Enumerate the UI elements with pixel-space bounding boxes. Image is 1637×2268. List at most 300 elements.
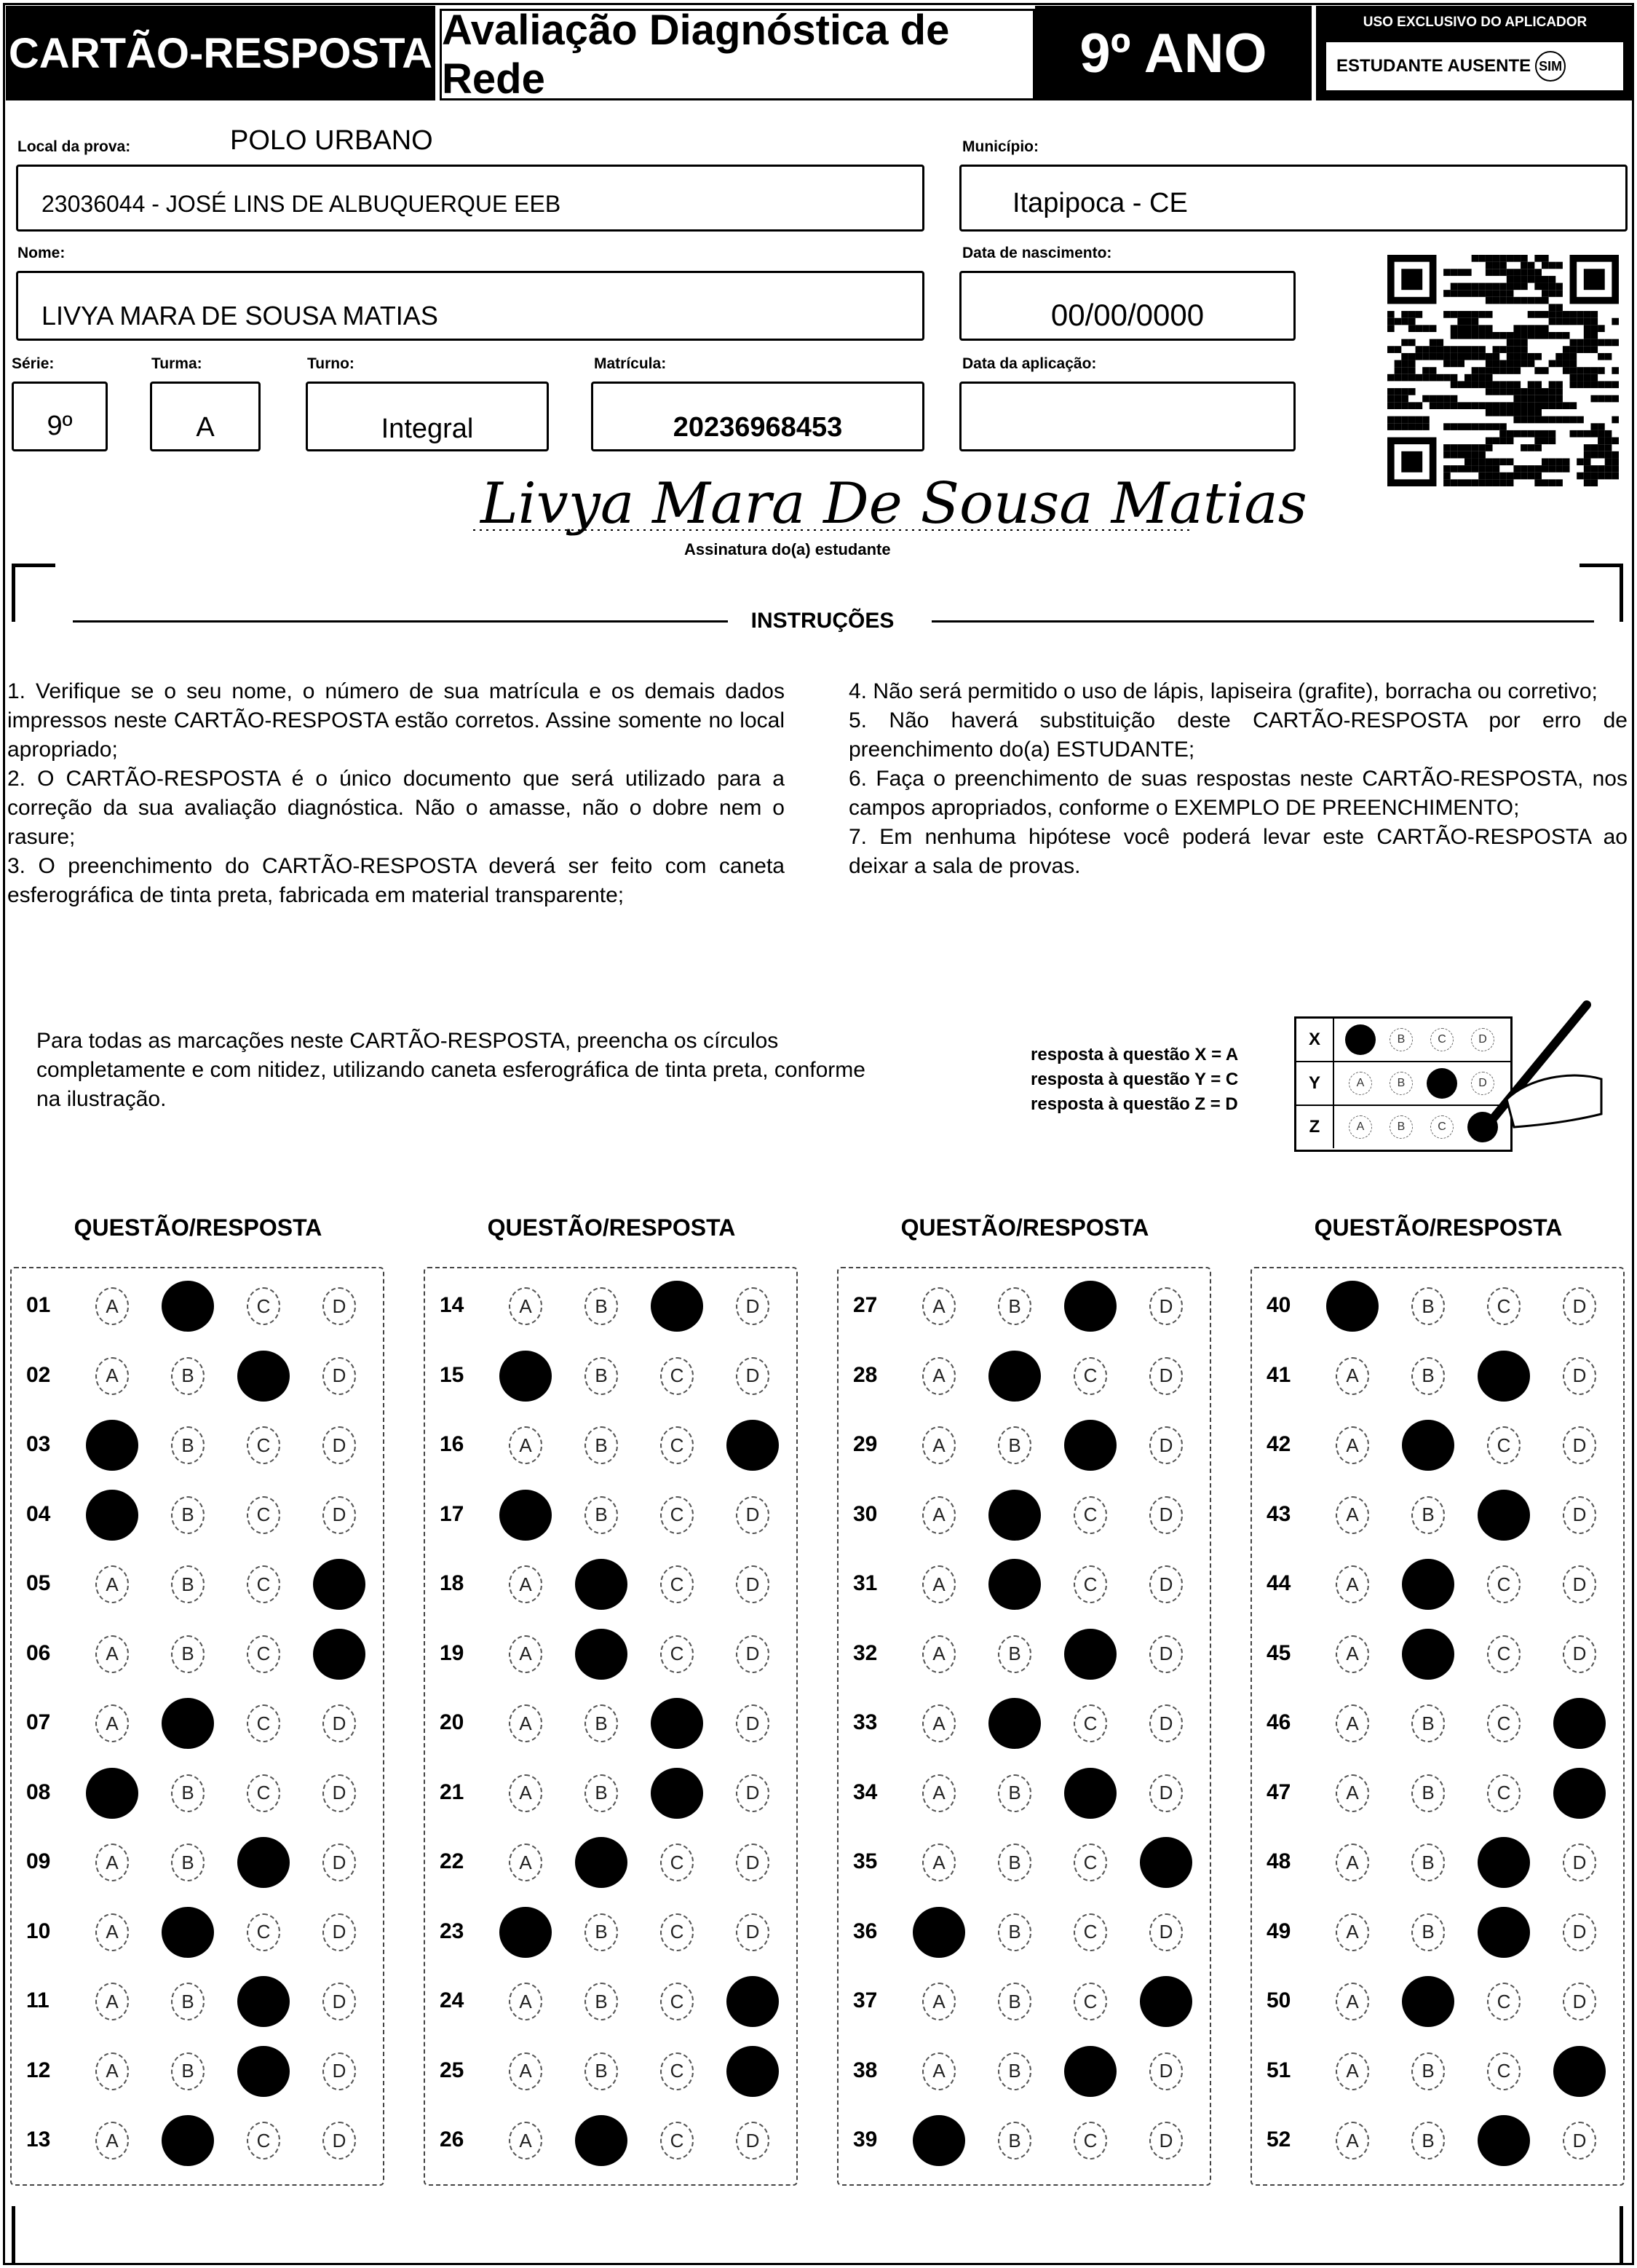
question-number: 23 [440, 1919, 464, 1943]
answer-bubble-b[interactable] [162, 1698, 214, 1749]
answer-bubble-d[interactable]: D [322, 1844, 356, 1881]
answer-bubble-d[interactable]: D [1149, 1774, 1183, 1812]
answer-bubble-c[interactable] [237, 2046, 290, 2097]
answer-bubble-a[interactable]: A [1336, 1565, 1369, 1603]
answer-bubble-b[interactable] [1402, 1629, 1454, 1680]
answer-bubble-c[interactable] [1064, 1281, 1117, 1332]
answer-bubble-b[interactable]: B [171, 1844, 205, 1881]
answer-bubble-d[interactable]: D [1149, 1496, 1183, 1534]
qr-code [1387, 255, 1619, 486]
example-bubble-a: A [1349, 1115, 1372, 1139]
answer-bubble-d[interactable]: D [1563, 1287, 1596, 1325]
answer-bubble-b[interactable] [988, 1559, 1041, 1610]
answer-bubble-c[interactable] [1478, 1837, 1530, 1888]
matricula-field [591, 382, 924, 451]
answer-bubble-d[interactable]: D [1149, 2052, 1183, 2090]
answer-bubble-a[interactable] [86, 1420, 138, 1471]
answer-bubble-d[interactable]: D [1149, 1426, 1183, 1464]
answer-bubble-b[interactable] [988, 1351, 1041, 1402]
example-bubble-c: C [1430, 1115, 1454, 1139]
answer-bubble-a[interactable]: A [509, 1565, 542, 1603]
answer-bubble-c[interactable]: C [247, 1287, 280, 1325]
answer-bubble-d[interactable] [1140, 1976, 1192, 2027]
answer-bubble-b[interactable] [1402, 1559, 1454, 1610]
example-row-label: X [1296, 1019, 1334, 1061]
answer-bubble-a[interactable]: A [922, 1983, 956, 2020]
question-number: 04 [26, 1501, 51, 1526]
answer-bubble-b[interactable]: B [1411, 2122, 1445, 2160]
answer-bubble-c[interactable]: C [247, 1635, 280, 1673]
signature-label: Assinatura do(a) estudante [684, 540, 891, 558]
answer-bubble-c[interactable]: C [247, 1426, 280, 1464]
answer-bubble-c[interactable] [1478, 1907, 1530, 1958]
answer-bubble-a[interactable]: A [95, 2052, 129, 2090]
answer-bubble-b[interactable]: B [998, 2122, 1031, 2160]
school-value: 23036044 - JOSÉ LINS DE ALBUQUERQUE EEB [41, 191, 561, 217]
answer-bubble-c[interactable] [1064, 2046, 1117, 2097]
instructions-rule-left [73, 620, 728, 623]
frame-corner-bl [12, 2206, 19, 2264]
pen-illustration [1463, 997, 1609, 1150]
instruction-item: 5. Não haverá substituição deste CARTÃO-RESPOSTA por erro de preenchimento do(a) ESTUDANTE; [849, 708, 1628, 762]
answer-bubble-d[interactable]: D [1149, 1565, 1183, 1603]
answer-bubble-b[interactable] [575, 1629, 627, 1680]
answer-bubble-a[interactable]: A [1336, 1426, 1369, 1464]
applicator-title: USO EXCLUSIVO DO APLICADOR [1363, 15, 1588, 30]
school-field [16, 165, 924, 232]
answer-bubble-a[interactable]: A [509, 2052, 542, 2090]
answer-bubble-b[interactable]: B [998, 2052, 1031, 2090]
answer-bubble-b[interactable] [162, 1907, 214, 1958]
answer-bubble-a[interactable]: A [509, 1426, 542, 1464]
example-legend [1031, 1043, 1238, 1117]
absent-label: ESTUDANTE AUSENTE [1336, 56, 1531, 76]
answer-bubble-b[interactable] [988, 1698, 1041, 1749]
turno-value: Integral [381, 414, 474, 444]
question-number: 46 [1267, 1710, 1291, 1734]
answer-bubble-b[interactable]: B [171, 1357, 205, 1395]
answer-bubble-b[interactable]: B [584, 2052, 618, 2090]
answer-bubble-c[interactable]: C [1074, 1844, 1107, 1881]
answer-bubble-b[interactable]: B [1411, 1704, 1445, 1742]
question-number: 31 [853, 1571, 878, 1595]
answer-bubble-b[interactable] [575, 2115, 627, 2166]
turma-field [150, 382, 261, 451]
answer-bubble-b[interactable]: B [998, 1287, 1031, 1325]
answer-bubble-c[interactable]: C [660, 2122, 694, 2160]
answer-bubble-d[interactable] [1553, 1698, 1606, 1749]
answer-bubble-d[interactable]: D [1563, 2122, 1596, 2160]
question-number: 27 [853, 1293, 878, 1317]
question-number: 02 [26, 1362, 51, 1387]
answer-bubble-a[interactable]: A [1336, 1913, 1369, 1951]
answer-bubble-c[interactable] [1478, 1490, 1530, 1541]
answer-bubble-d[interactable] [1553, 2046, 1606, 2097]
question-number: 50 [1267, 1988, 1291, 2012]
question-number: 15 [440, 1362, 464, 1387]
answer-bubble-d[interactable]: D [736, 2122, 769, 2160]
answer-bubble-a[interactable] [86, 1768, 138, 1819]
answer-bubble-d[interactable]: D [1149, 1357, 1183, 1395]
answer-bubble-a[interactable]: A [509, 1287, 542, 1325]
answer-bubble-a[interactable]: A [1336, 1844, 1369, 1881]
answer-bubble-c[interactable] [651, 1768, 703, 1819]
answer-bubble-a[interactable]: A [509, 1635, 542, 1673]
answer-bubble-a[interactable]: A [922, 1287, 956, 1325]
answer-bubble-d[interactable]: D [736, 1844, 769, 1881]
answer-bubble-c[interactable] [1064, 1420, 1117, 1471]
answer-bubble-a[interactable]: A [1336, 1774, 1369, 1812]
answer-bubble-a[interactable] [1326, 1281, 1379, 1332]
answer-bubble-d[interactable]: D [322, 1983, 356, 2020]
answer-bubble-b[interactable]: B [171, 1496, 205, 1534]
answer-bubble-d[interactable]: D [1563, 1565, 1596, 1603]
answer-bubble-c[interactable]: C [1074, 1913, 1107, 1951]
answer-bubble-d[interactable]: D [736, 1635, 769, 1673]
question-number: 13 [26, 2127, 51, 2152]
answer-bubble-a[interactable]: A [95, 1983, 129, 2020]
local-label: Local da prova: [17, 138, 131, 155]
answer-bubble-c[interactable]: C [247, 1774, 280, 1812]
answer-bubble-a[interactable]: A [922, 1635, 956, 1673]
question-number: 38 [853, 2058, 878, 2082]
answer-bubble-d[interactable]: D [1149, 1635, 1183, 1673]
answer-bubble-d[interactable]: D [322, 1357, 356, 1395]
instruction-item: 7. Em nenhuma hipótese você poderá levar este CARTÃO-RESPOSTA ao deixar a sala de provas. [849, 825, 1628, 878]
municipio-label: Município: [962, 138, 1039, 155]
answers-column-header: QUESTÃO/RESPOSTA [487, 1214, 736, 1241]
turma-value: A [196, 412, 215, 443]
answer-bubble-a[interactable]: A [95, 1565, 129, 1603]
answer-bubble-c[interactable]: C [660, 1635, 694, 1673]
answer-bubble-a[interactable] [913, 2115, 965, 2166]
answer-bubble-c[interactable]: C [247, 1913, 280, 1951]
pen-icon [1463, 997, 1609, 1150]
example-line: resposta à questão Y = C [1031, 1070, 1239, 1089]
answer-bubble-c[interactable]: C [1487, 1565, 1521, 1603]
example-line: resposta à questão Z = D [1031, 1094, 1238, 1114]
answer-bubble-a[interactable]: A [922, 1774, 956, 1812]
answer-bubble-b[interactable]: B [584, 1357, 618, 1395]
qr-code-image [1387, 255, 1619, 486]
answer-bubble-d[interactable]: D [736, 1357, 769, 1395]
answer-bubble-a[interactable] [499, 1907, 552, 1958]
absent-bubble[interactable]: SIM [1535, 51, 1566, 82]
answer-bubble-c[interactable] [651, 1698, 703, 1749]
answer-bubble-b[interactable]: B [171, 1774, 205, 1812]
answer-bubble-d[interactable] [726, 2046, 779, 2097]
answer-bubble-a[interactable]: A [922, 1357, 956, 1395]
answer-bubble-c[interactable]: C [247, 2122, 280, 2160]
example-bubble-d: D [1471, 1072, 1494, 1095]
answer-bubble-d[interactable]: D [1563, 1913, 1596, 1951]
question-number: 17 [440, 1501, 464, 1526]
answer-bubble-c[interactable]: C [1487, 1287, 1521, 1325]
nome-label: Nome: [17, 245, 66, 261]
answer-bubble-b[interactable]: B [998, 1844, 1031, 1881]
applicator-box [1316, 6, 1634, 100]
answer-bubble-c[interactable]: C [1487, 1635, 1521, 1673]
question-number: 47 [1267, 1779, 1291, 1804]
answer-bubble-d[interactable]: D [1149, 2122, 1183, 2160]
answer-bubble-b[interactable]: B [171, 1983, 205, 2020]
question-number: 21 [440, 1779, 464, 1804]
answer-bubble-b[interactable]: B [584, 1287, 618, 1325]
question-number: 33 [853, 1710, 878, 1734]
answer-bubble-b[interactable]: B [171, 2052, 205, 2090]
answer-bubble-a[interactable] [913, 1907, 965, 1958]
question-number: 36 [853, 1919, 878, 1943]
answer-bubble-c[interactable]: C [247, 1565, 280, 1603]
question-number: 32 [853, 1640, 878, 1665]
answer-bubble-c[interactable]: C [660, 1426, 694, 1464]
matricula-value: 20236968453 [673, 412, 843, 443]
answer-bubble-d[interactable]: D [322, 2052, 356, 2090]
answer-bubble-a[interactable] [86, 1490, 138, 1541]
question-number: 10 [26, 1919, 51, 1943]
question-number: 05 [26, 1571, 51, 1595]
answer-bubble-b[interactable]: B [998, 1426, 1031, 1464]
answer-bubble-b[interactable]: B [171, 1426, 205, 1464]
example-line: resposta à questão X = A [1031, 1045, 1239, 1064]
answer-bubble-d[interactable]: D [1563, 1844, 1596, 1881]
matricula-label: Matrícula: [594, 355, 667, 372]
answer-bubble-d[interactable] [313, 1629, 365, 1680]
answer-bubble-a[interactable]: A [1336, 1704, 1369, 1742]
instructions-rule-right [932, 620, 1594, 623]
question-number: 29 [853, 1432, 878, 1456]
answer-bubble-d[interactable]: D [322, 1287, 356, 1325]
question-number: 08 [26, 1779, 51, 1804]
answer-bubble-d[interactable]: D [322, 1704, 356, 1742]
answer-bubble-b[interactable]: B [1411, 1287, 1445, 1325]
answer-bubble-a[interactable]: A [922, 1704, 956, 1742]
municipio-field [959, 165, 1628, 232]
answer-bubble-b[interactable]: B [1411, 2052, 1445, 2090]
answer-bubble-c[interactable]: C [660, 1357, 694, 1395]
signature-text: Livya Mara De Sousa Matias [480, 471, 1307, 537]
answer-bubble-c[interactable]: C [1487, 1704, 1521, 1742]
answer-bubble-d[interactable] [1553, 1768, 1606, 1819]
answer-bubble-c[interactable] [1064, 1629, 1117, 1680]
card-title: CARTÃO-RESPOSTA [6, 6, 435, 100]
answer-bubble-c[interactable]: C [1487, 1426, 1521, 1464]
answer-bubble-d[interactable]: D [1563, 1357, 1596, 1395]
question-number: 03 [26, 1432, 51, 1456]
answer-bubble-c[interactable]: C [1074, 2122, 1107, 2160]
example-row-label: Y [1296, 1062, 1334, 1105]
answer-bubble-c[interactable]: C [660, 1496, 694, 1534]
answer-bubble-a[interactable]: A [922, 1496, 956, 1534]
question-number: 44 [1267, 1571, 1291, 1595]
answer-bubble-d[interactable] [1140, 1837, 1192, 1888]
question-number: 22 [440, 1849, 464, 1873]
example-bubble-c: C [1430, 1028, 1454, 1051]
answer-bubble-b[interactable]: B [584, 1983, 618, 2020]
answer-bubble-d[interactable]: D [736, 1913, 769, 1951]
answer-bubble-c[interactable]: C [247, 1496, 280, 1534]
answer-bubble-d[interactable]: D [1149, 1704, 1183, 1742]
question-number: 16 [440, 1432, 464, 1456]
answer-bubble-b[interactable]: B [1411, 1357, 1445, 1395]
grade-label: 9º ANO [1035, 6, 1312, 100]
answer-bubble-a[interactable]: A [509, 1774, 542, 1812]
answer-bubble-b[interactable] [1402, 1976, 1454, 2027]
answer-bubble-c[interactable] [237, 1837, 290, 1888]
question-number: 37 [853, 1988, 878, 2012]
instructions-left [7, 677, 785, 910]
answer-bubble-c[interactable]: C [1487, 2052, 1521, 2090]
answer-bubble-c[interactable]: C [247, 1704, 280, 1742]
answer-bubble-d[interactable]: D [736, 1565, 769, 1603]
answer-bubble-b[interactable]: B [1411, 1913, 1445, 1951]
answer-bubble-d[interactable] [726, 1420, 779, 1471]
answer-bubble-c[interactable] [237, 1351, 290, 1402]
example-bubble-b: B [1390, 1028, 1413, 1051]
answers-column-header: QUESTÃO/RESPOSTA [74, 1214, 322, 1241]
answer-bubble-b[interactable]: B [171, 1635, 205, 1673]
answer-bubble-a[interactable]: A [1336, 1357, 1369, 1395]
answer-bubble-b[interactable] [1402, 1420, 1454, 1471]
answer-bubble-b[interactable]: B [998, 1983, 1031, 2020]
question-number: 11 [26, 1988, 49, 2012]
answer-bubble-d[interactable]: D [736, 1287, 769, 1325]
answer-bubble-a[interactable]: A [95, 1287, 129, 1325]
answer-bubble-a[interactable]: A [509, 1983, 542, 2020]
answer-bubble-a[interactable]: A [95, 1844, 129, 1881]
answer-bubble-d[interactable]: D [1149, 1913, 1183, 1951]
answer-bubble-c[interactable]: C [660, 1983, 694, 2020]
answer-bubble-a[interactable]: A [95, 1913, 129, 1951]
answer-bubble-b[interactable]: B [998, 1774, 1031, 1812]
answer-bubble-a[interactable]: A [1336, 2122, 1369, 2160]
answer-bubble-d[interactable] [313, 1559, 365, 1610]
answer-bubble-b[interactable]: B [584, 1774, 618, 1812]
answer-bubble-d[interactable]: D [1149, 1287, 1183, 1325]
example-bubble-c [1427, 1068, 1457, 1099]
answer-bubble-b[interactable]: B [998, 1635, 1031, 1673]
answer-bubble-a[interactable]: A [1336, 2052, 1369, 2090]
answer-bubble-d[interactable]: D [322, 1496, 356, 1534]
instructions-right [849, 677, 1628, 881]
answer-bubble-a[interactable]: A [95, 1357, 129, 1395]
answer-bubble-b[interactable]: B [1411, 1844, 1445, 1881]
answer-bubble-a[interactable]: A [509, 2122, 542, 2160]
answer-bubble-a[interactable]: A [922, 2052, 956, 2090]
answer-bubble-d[interactable] [726, 1976, 779, 2027]
answer-bubble-d[interactable]: D [1563, 1426, 1596, 1464]
answer-bubble-d[interactable]: D [1563, 1635, 1596, 1673]
absent-field [1325, 41, 1625, 92]
answer-bubble-c[interactable]: C [660, 2052, 694, 2090]
answer-bubble-c[interactable]: C [1074, 1496, 1107, 1534]
answer-bubble-b[interactable] [162, 1281, 214, 1332]
nascimento-label: Data de nascimento: [962, 245, 1112, 261]
local-value: POLO URBANO [230, 125, 433, 156]
answer-bubble-b[interactable]: B [998, 1913, 1031, 1951]
serie-label: Série: [12, 355, 55, 372]
answer-bubble-c[interactable] [1478, 1351, 1530, 1402]
answer-bubble-c[interactable] [1064, 1768, 1117, 1819]
answer-bubble-d[interactable]: D [1563, 1496, 1596, 1534]
answer-bubble-d[interactable]: D [736, 1704, 769, 1742]
answer-bubble-a[interactable]: A [95, 2122, 129, 2160]
answer-bubble-c[interactable]: C [1074, 1983, 1107, 2020]
answer-bubble-b[interactable]: B [584, 1913, 618, 1951]
answer-bubble-a[interactable]: A [509, 1844, 542, 1881]
answer-bubble-c[interactable]: C [660, 1844, 694, 1881]
question-number: 12 [26, 2058, 51, 2082]
instruction-item: 4. Não será permitido o uso de lápis, lapiseira (grafite), borracha ou corretivo; [849, 679, 1598, 703]
answer-bubble-d[interactable]: D [322, 1426, 356, 1464]
answer-bubble-a[interactable]: A [922, 1426, 956, 1464]
question-number: 49 [1267, 1919, 1291, 1943]
answer-bubble-b[interactable]: B [1411, 1496, 1445, 1534]
answer-bubble-d[interactable]: D [736, 1774, 769, 1812]
answer-bubble-b[interactable]: B [584, 1496, 618, 1534]
answer-bubble-a[interactable] [499, 1351, 552, 1402]
answer-bubble-b[interactable] [575, 1559, 627, 1610]
answer-bubble-d[interactable]: D [1563, 1983, 1596, 2020]
answer-bubble-b[interactable]: B [584, 1426, 618, 1464]
question-number: 30 [853, 1501, 878, 1526]
instruction-item: 3. O preenchimento do CARTÃO-RESPOSTA deverá ser feito com caneta esferográfica de tinta preta, fabricada em material transparente; [7, 854, 785, 907]
answer-bubble-b[interactable] [162, 2115, 214, 2166]
answer-bubble-b[interactable] [988, 1490, 1041, 1541]
instructions-title: INSTRUÇÕES [750, 609, 895, 633]
answer-bubble-b[interactable]: B [1411, 1774, 1445, 1812]
answer-bubble-a[interactable]: A [922, 1565, 956, 1603]
answer-bubble-c[interactable]: C [1074, 1565, 1107, 1603]
answer-bubble-a[interactable]: A [95, 1704, 129, 1742]
frame-corner-br [1616, 2206, 1623, 2264]
answer-bubble-c[interactable] [237, 1976, 290, 2027]
instruction-item: 6. Faça o preenchimento de suas respostas neste CARTÃO-RESPOSTA, nos campos apropriados, conforme o EXEMPLO DE PREENCHIMENTO; [849, 767, 1628, 820]
instruction-item: 1. Verifique se o seu nome, o número de sua matrícula e os demais dados impressos neste CARTÃO-RESPOSTA estão corretos. Assine somente no local apropriado; [7, 679, 785, 762]
question-number: 34 [853, 1779, 878, 1804]
answer-bubble-c[interactable]: C [1487, 1774, 1521, 1812]
answer-bubble-d[interactable]: D [322, 1913, 356, 1951]
answer-bubble-a[interactable]: A [1336, 1635, 1369, 1673]
answer-bubble-a[interactable]: A [95, 1635, 129, 1673]
answer-bubble-c[interactable]: C [1074, 1704, 1107, 1742]
answer-bubble-a[interactable]: A [1336, 1496, 1369, 1534]
example-bubble-a: A [1349, 1072, 1372, 1095]
answer-bubble-b[interactable] [575, 1837, 627, 1888]
serie-value: 9º [47, 411, 73, 441]
question-number: 09 [26, 1849, 51, 1873]
nome-field [16, 271, 924, 341]
answer-bubble-c[interactable]: C [1487, 1983, 1521, 2020]
answer-bubble-c[interactable]: C [660, 1913, 694, 1951]
answer-bubble-d[interactable]: D [322, 2122, 356, 2160]
answer-bubble-a[interactable] [499, 1490, 552, 1541]
aplicacao-field [959, 382, 1296, 451]
answer-bubble-b[interactable]: B [171, 1565, 205, 1603]
answer-bubble-a[interactable]: A [509, 1704, 542, 1742]
question-number: 18 [440, 1571, 464, 1595]
answer-bubble-d[interactable]: D [322, 1774, 356, 1812]
answer-bubble-c[interactable] [651, 1281, 703, 1332]
question-number: 28 [853, 1362, 878, 1387]
answer-bubble-b[interactable]: B [584, 1704, 618, 1742]
answer-bubble-d[interactable]: D [736, 1496, 769, 1534]
answer-bubble-c[interactable]: C [1074, 1357, 1107, 1395]
answer-bubble-a[interactable]: A [922, 1844, 956, 1881]
answer-bubble-c[interactable] [1478, 2115, 1530, 2166]
answer-bubble-c[interactable]: C [660, 1565, 694, 1603]
answer-bubble-a[interactable]: A [1336, 1983, 1369, 2020]
